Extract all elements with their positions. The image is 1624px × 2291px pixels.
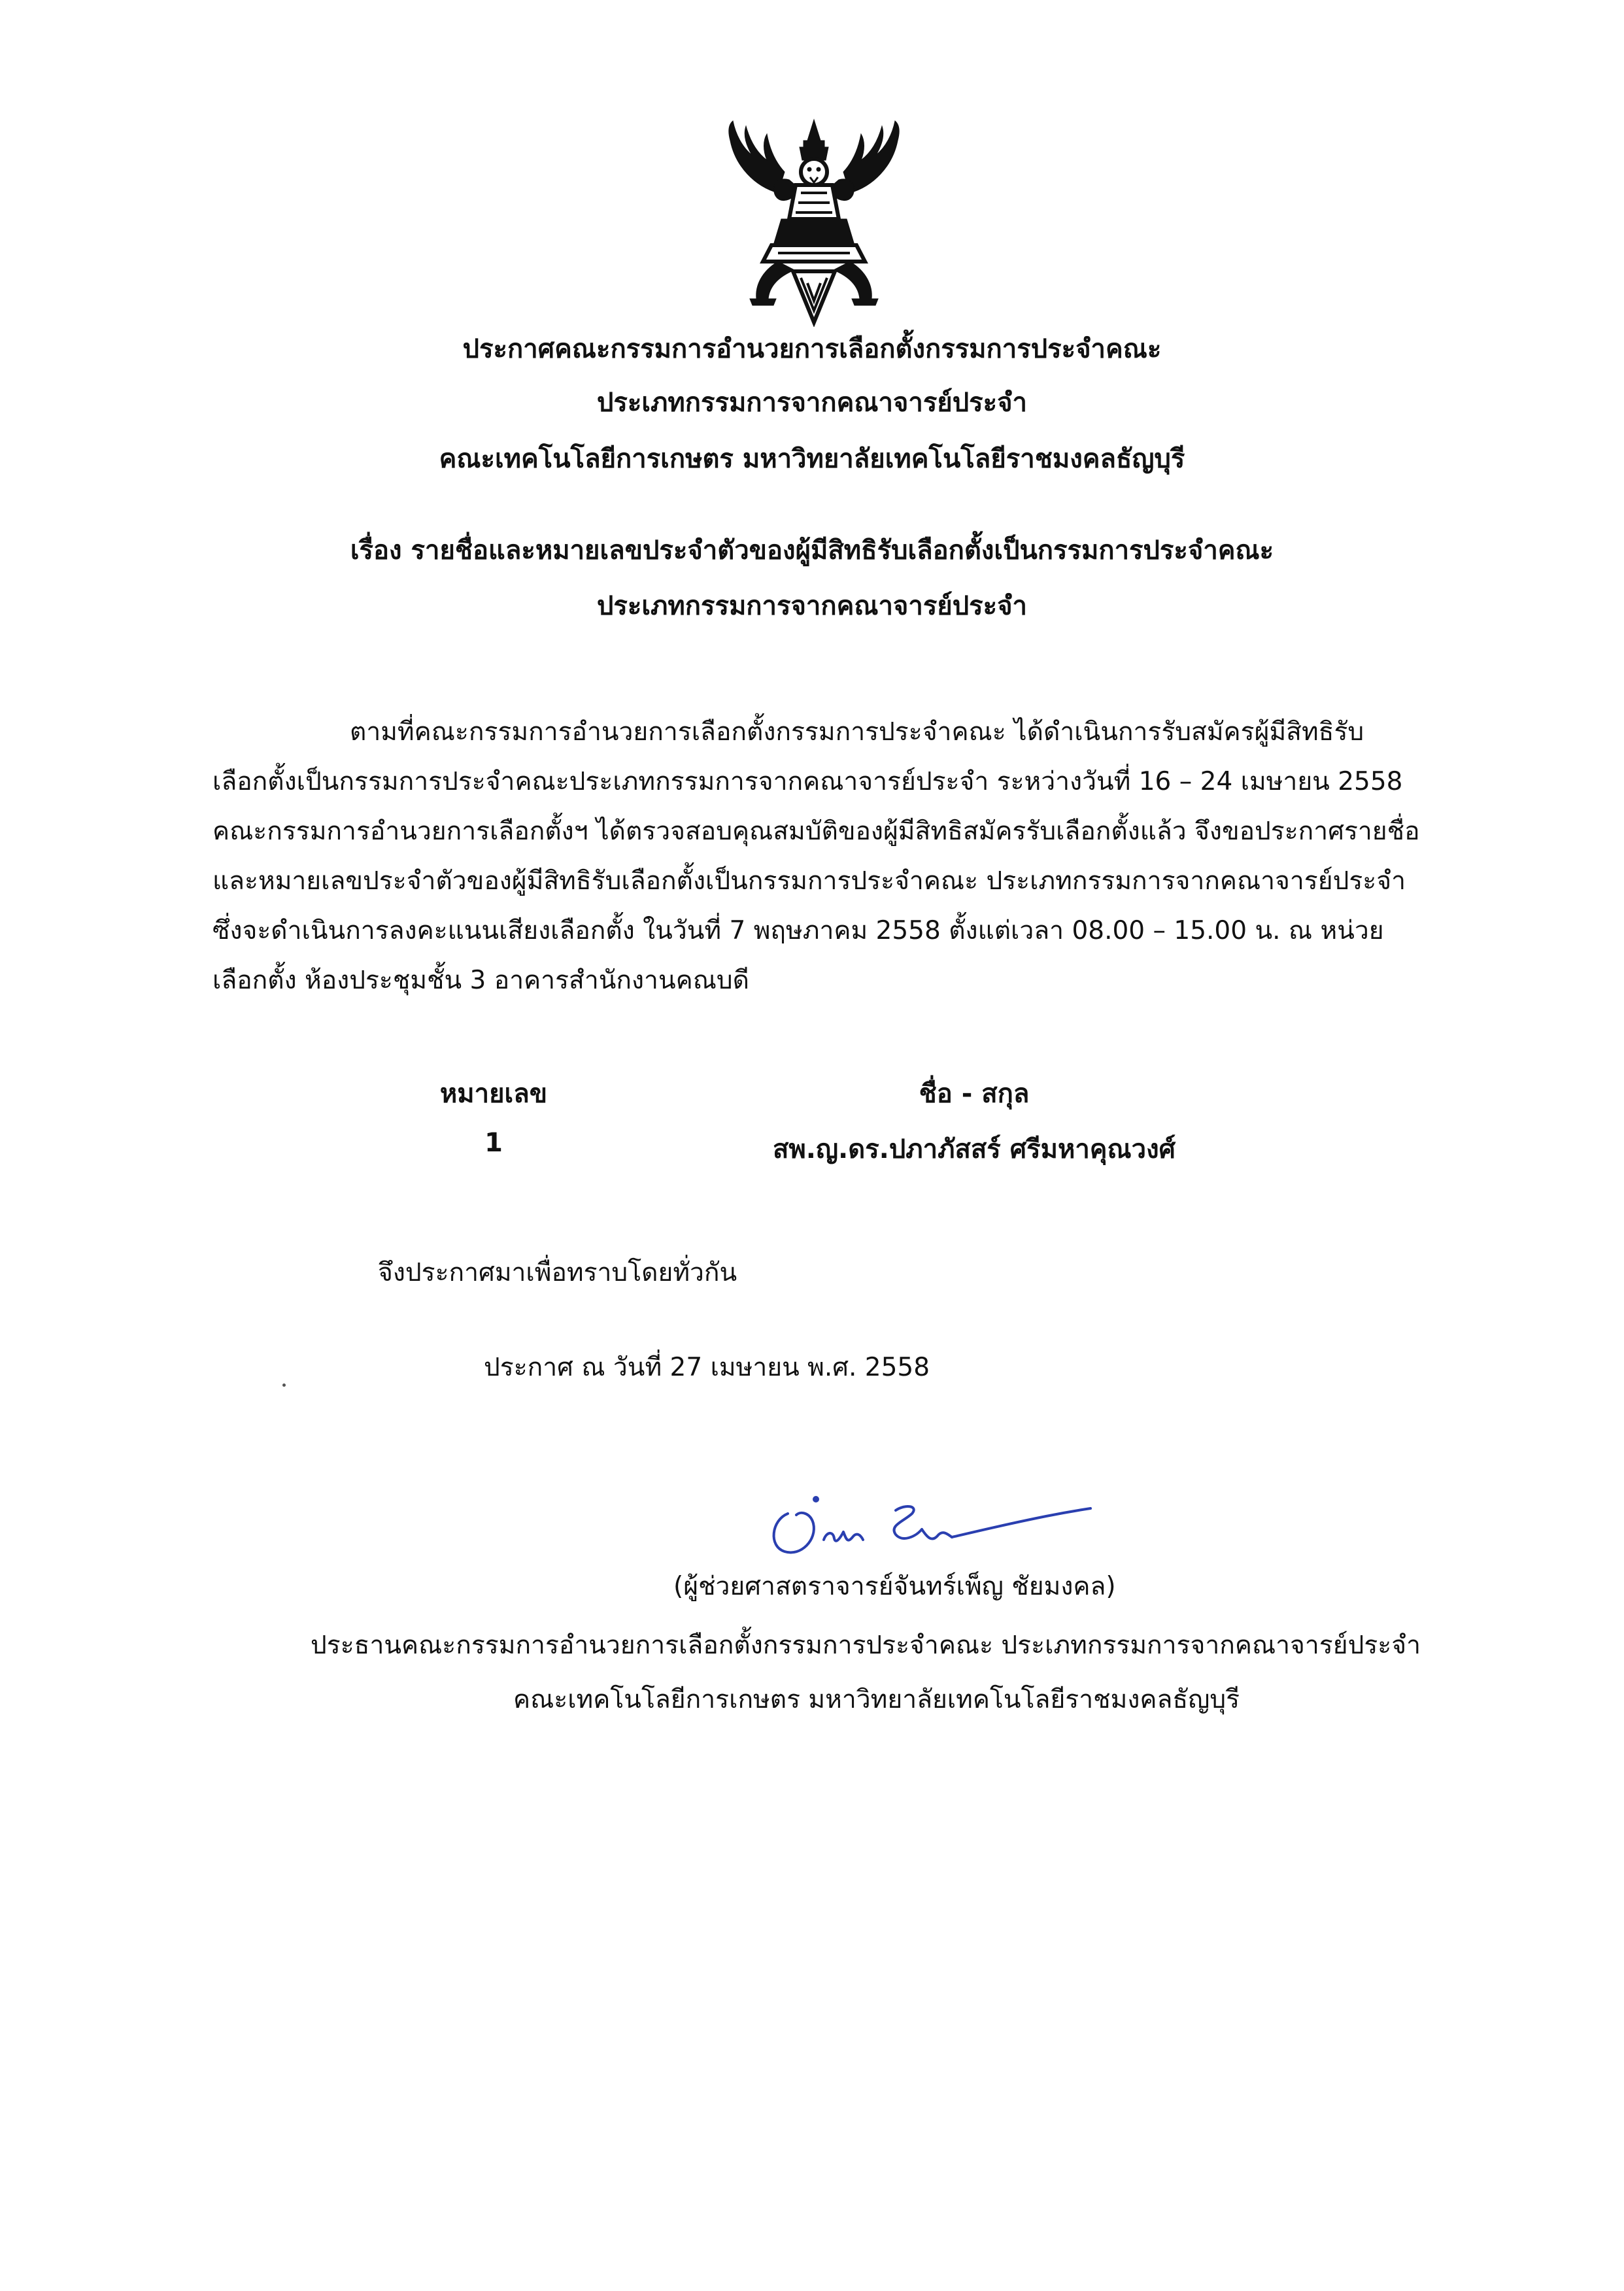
signatory-name: (ผู้ช่วยศาสตราจารย์จันทร์เพ็ญ ชัยมงคล): [673, 1572, 1116, 1601]
header-name: ชื่อ - สกุล: [919, 1079, 1030, 1109]
candidate-table-header: [0, 1072, 1624, 1112]
garuda-emblem-icon: [716, 114, 912, 327]
signatory-title-line-2: คณะเทคโนโลยีการเกษตร มหาวิทยาลัยเทคโนโลยีราชมงคลธัญบุรี: [513, 1685, 1240, 1714]
candidate-number: 1: [484, 1128, 503, 1158]
header-number: หมายเลข: [439, 1079, 548, 1109]
closing-announce: จึงประกาศมาเพื่อทราบโดยทั่วกัน: [378, 1258, 737, 1287]
candidate-name: สพ.ญ.ดร.ปภาภัสสร์ ศรีมหาคุณวงศ์: [772, 1134, 1176, 1164]
body-line: ตามที่คณะกรรมการอำนวยการเลือกตั้งกรรมการประจำคณะ ได้ดำเนินการรับสมัครผู้มีสิทธิรับ: [350, 717, 1364, 747]
subject-line-1: เรื่อง รายชื่อและหมายเลขประจำตัวของผู้มีสิทธิรับเลือกตั้งเป็นกรรมการประจำคณะ: [350, 535, 1274, 566]
table-row: [0, 1128, 1624, 1167]
body-line: คณะกรรมการอำนวยการเลือกตั้งฯ ได้ตรวจสอบคุณสมบัติของผู้มีสิทธิสมัครรับเลือกตั้งแล้ว จึงขอประกาศรายชื่อ: [212, 817, 1420, 846]
heading-line-2: ประเภทกรรมการจากคณาจารย์ประจำ: [596, 388, 1027, 418]
body-line: เลือกตั้ง ห้องประชุมชั้น 3 อาคารสำนักงานคณบดี: [212, 966, 749, 995]
body-paragraph: [212, 707, 1448, 1006]
body-line: และหมายเลขประจำตัวของผู้มีสิทธิรับเลือกตั้งเป็นกรรมการประจำคณะ ประเภทกรรมการจากคณาจารย์ประจำ: [212, 866, 1406, 896]
scan-speck: [282, 1383, 286, 1387]
handwritten-signature-icon: [758, 1474, 1098, 1572]
body-line: เลือกตั้งเป็นกรรมการประจำคณะประเภทกรรมการจากคณาจารย์ประจำ ระหว่างวันที่ 16 – 24 เมษายน 2558: [212, 767, 1403, 796]
subject-line-2: ประเภทกรรมการจากคณาจารย์ประจำ: [596, 591, 1027, 621]
body-line: ซึ่งจะดำเนินการลงคะแนนเสียงเลือกตั้ง ในวันที่ 7 พฤษภาคม 2558 ตั้งแต่เวลา 08.00 – 15.00 น. ณ หน่วย: [212, 916, 1384, 945]
heading-line-3: คณะเทคโนโลยีการเกษตร มหาวิทยาลัยเทคโนโลยีราชมงคลธัญบุรี: [439, 444, 1185, 474]
heading-line-1: ประกาศคณะกรรมการอำนวยการเลือกตั้งกรรมการประจำคณะ: [462, 334, 1162, 364]
signatory-title-line-1: ประธานคณะกรรมการอำนวยการเลือกตั้งกรรมการประจำคณะ ประเภทกรรมการจากคณาจารย์ประจำ: [311, 1631, 1421, 1660]
announcement-date: ประกาศ ณ วันที่ 27 เมษายน พ.ศ. 2558: [484, 1353, 930, 1382]
